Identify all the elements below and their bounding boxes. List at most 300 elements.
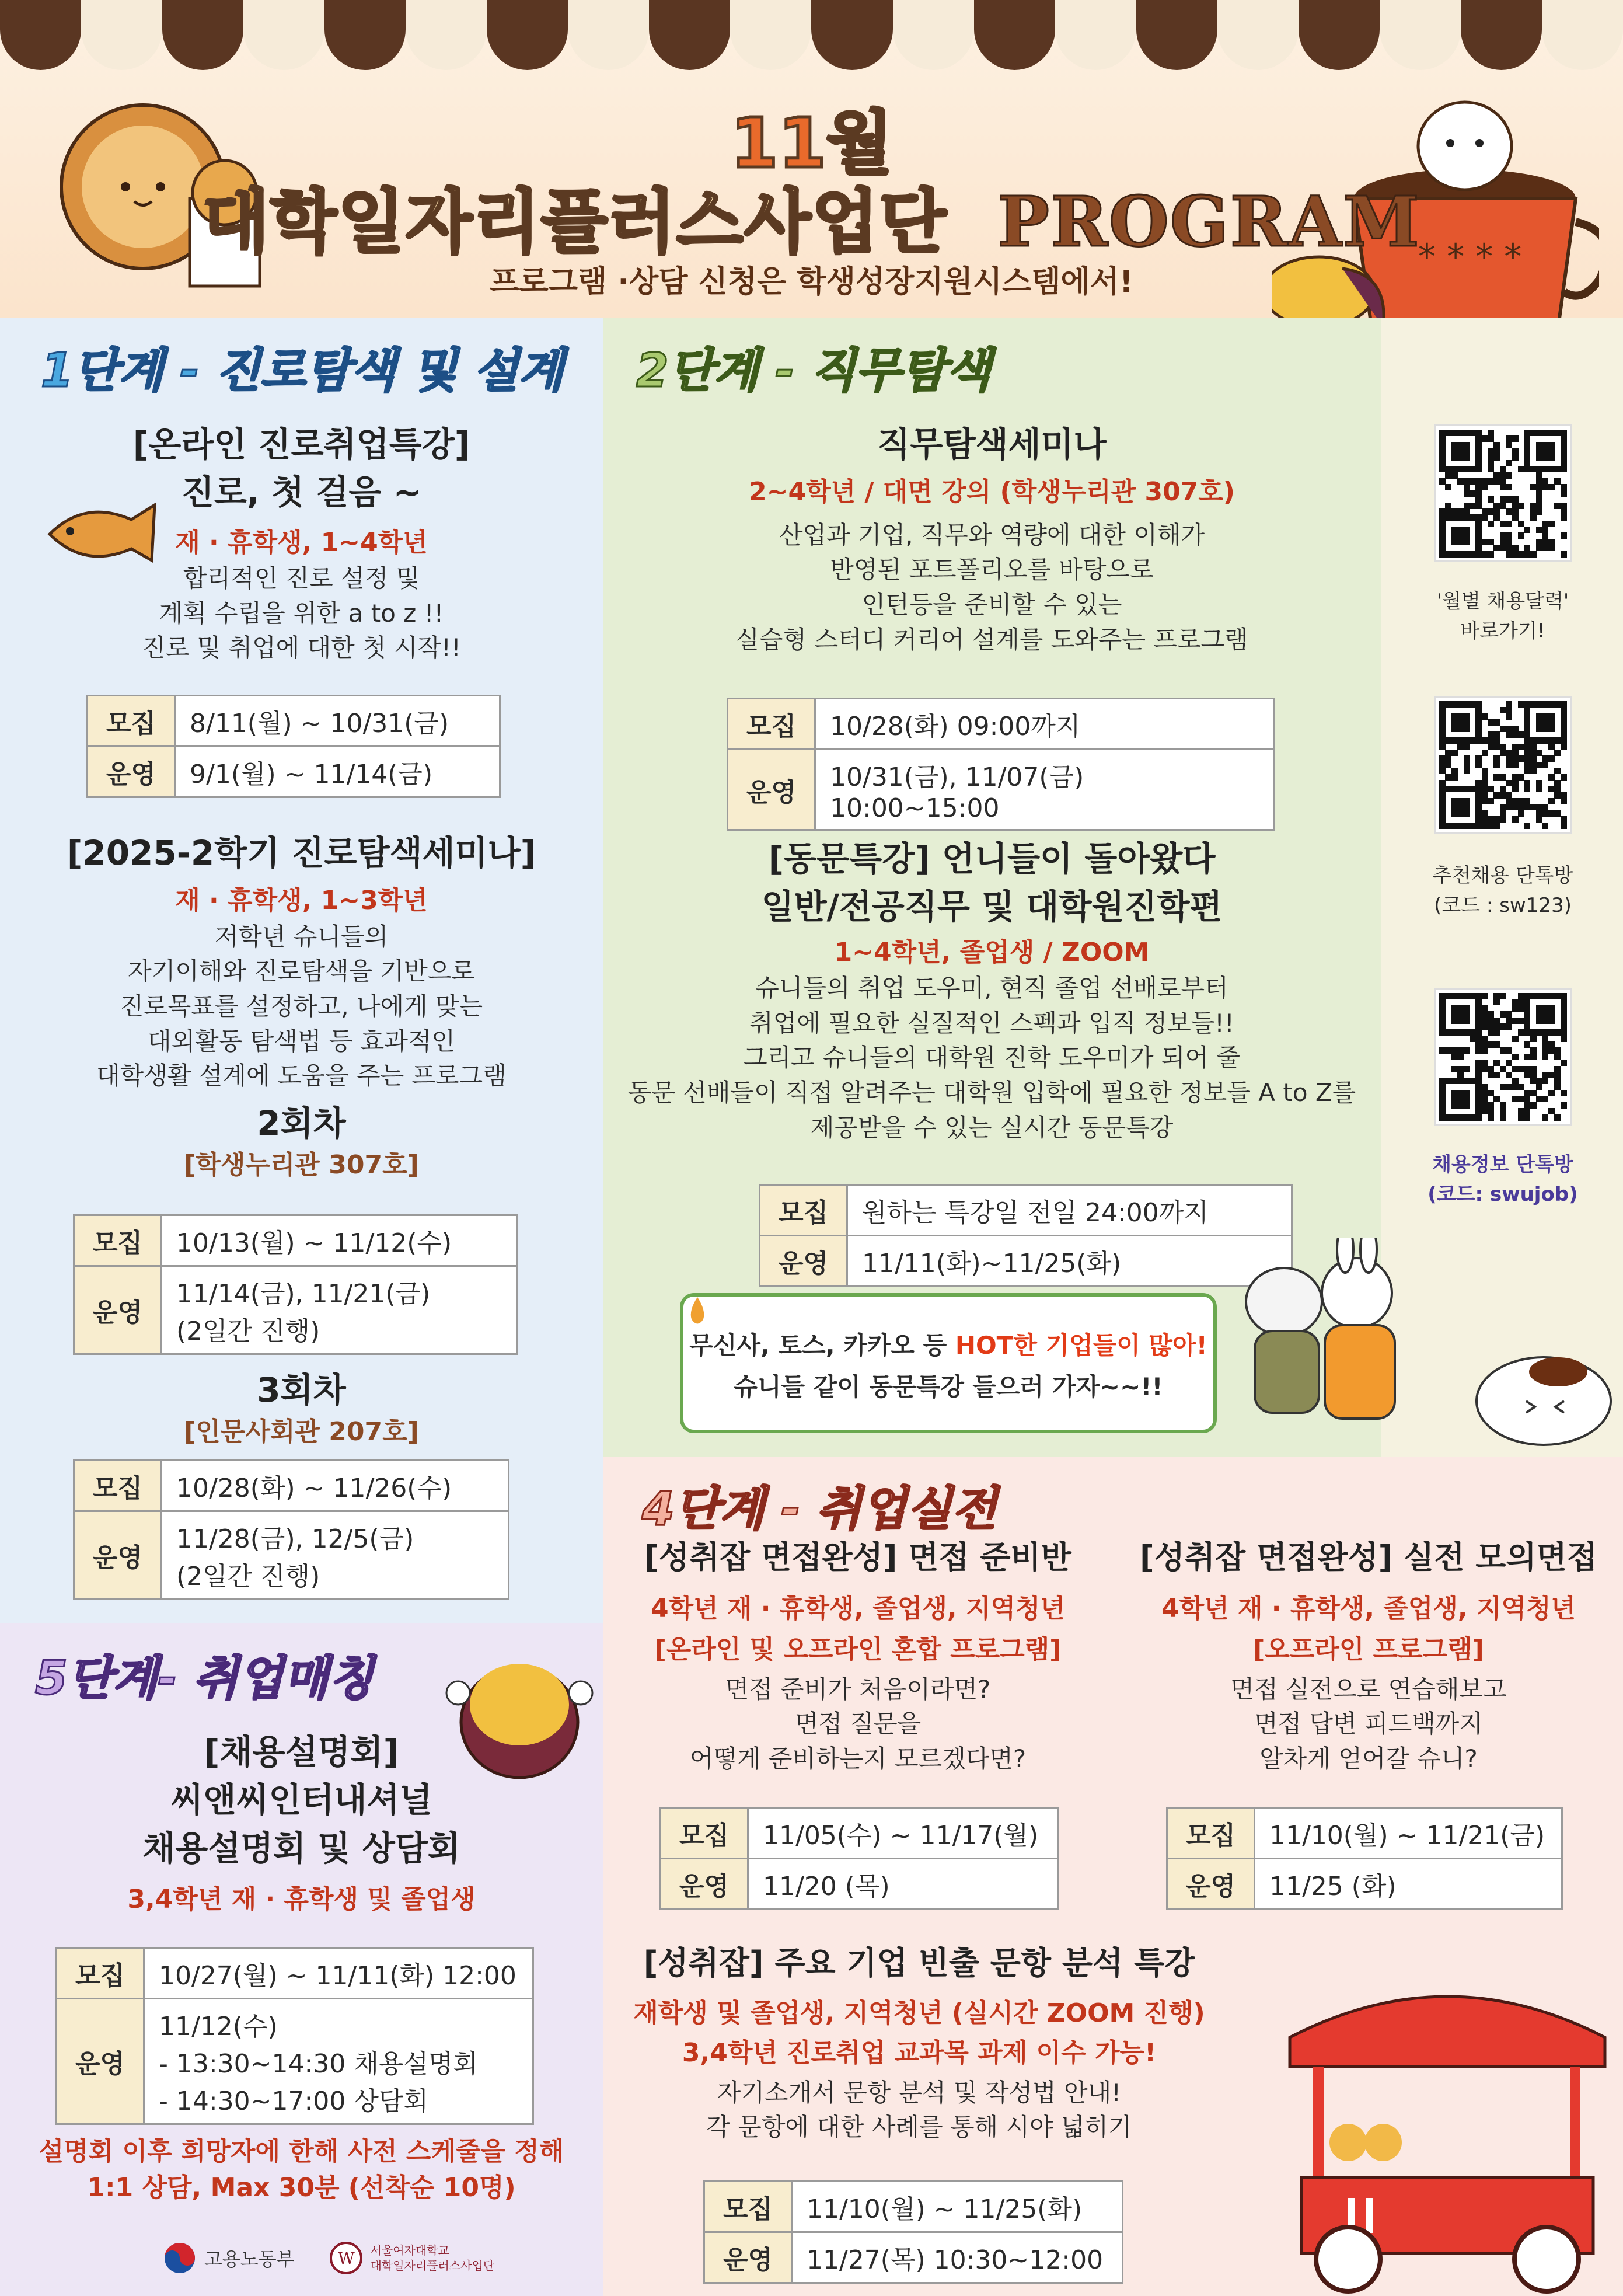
qr-module: [1542, 755, 1548, 762]
qr-module: [1457, 442, 1464, 448]
qr-module: [1506, 1084, 1512, 1090]
qr-module: [1464, 1102, 1470, 1109]
qr-module: [1482, 786, 1488, 792]
qr-module: [1518, 1084, 1524, 1090]
qr-module: [1493, 1029, 1500, 1036]
qr-module: [1475, 816, 1482, 823]
qr-module: [1488, 430, 1494, 436]
qr-module: [1470, 737, 1476, 744]
row-key: 모집: [728, 699, 815, 750]
qr-module: [1439, 999, 1446, 1005]
qr-module: [1554, 737, 1561, 744]
qr-module: [1464, 442, 1470, 448]
qr-module: [1451, 1005, 1458, 1012]
qr-module: [1548, 466, 1555, 472]
qr-module: [1451, 442, 1458, 448]
qr-module: [1488, 435, 1494, 442]
qr-module: [1451, 472, 1458, 479]
qr-module: [1512, 750, 1519, 756]
qr-module: [1518, 466, 1524, 472]
program-type: [오프라인 프로그램]: [1253, 1635, 1484, 1665]
qr-module: [1457, 1090, 1464, 1096]
main-title: [0, 166, 1623, 266]
qr-module: [1512, 508, 1519, 515]
qr-module: [1536, 816, 1542, 823]
qr-module: [1439, 798, 1446, 804]
qr-module: [1475, 786, 1482, 792]
table-row: [760, 1236, 1292, 1287]
qr-code-jobinfo-chat[interactable]: [1436, 990, 1570, 1124]
qr-module: [1536, 750, 1542, 756]
qr-caption-line: 바로가기!: [1460, 619, 1545, 643]
qr-module: [1561, 731, 1567, 738]
qr-module: [1530, 508, 1537, 515]
stage1-heading: 1단계 - 진로탐색 및 설계: [41, 343, 564, 398]
qr-module: [1445, 774, 1451, 781]
qr-module: [1464, 762, 1470, 768]
qr-module: [1475, 545, 1482, 551]
qr-module: [1488, 448, 1494, 454]
table-row: [88, 747, 500, 797]
qr-module: [1561, 448, 1567, 454]
qr-module: [1493, 999, 1500, 1005]
qr-module: [1482, 1011, 1488, 1018]
qr-module: [1475, 701, 1482, 708]
qr-module: [1561, 798, 1567, 804]
qr-module: [1554, 1072, 1561, 1078]
qr-module: [1439, 521, 1446, 527]
qr-module: [1500, 545, 1506, 551]
qr-module: [1500, 472, 1506, 479]
qr-module: [1493, 508, 1500, 515]
qr-module: [1524, 545, 1530, 551]
qr-module: [1464, 726, 1470, 732]
qr-module: [1512, 774, 1519, 781]
stage5-note: [0, 2134, 603, 2207]
qr-module: [1457, 508, 1464, 515]
qr-module: [1457, 1066, 1464, 1072]
qr-module: [1439, 993, 1446, 999]
qr-module: [1530, 430, 1537, 436]
qr-module: [1464, 532, 1470, 539]
qr-module: [1536, 442, 1542, 448]
qr-module: [1512, 1054, 1519, 1060]
qr-module: [1457, 798, 1464, 804]
qr-module: [1536, 466, 1542, 472]
qr-module: [1475, 1047, 1482, 1054]
qr-module: [1512, 503, 1519, 509]
qr-module: [1506, 713, 1512, 720]
row-key: 운영: [57, 1999, 144, 2124]
qr-module: [1482, 1096, 1488, 1102]
qr-module: [1488, 1041, 1494, 1048]
qr-module: [1445, 1029, 1451, 1036]
desc-line: 인턴등을 준비할 수 있는: [861, 590, 1122, 619]
title-korean: 대학일자리플러스사업단: [203, 182, 948, 262]
qr-module: [1445, 993, 1451, 999]
qr-module: [1554, 993, 1561, 999]
qr-module: [1542, 484, 1548, 490]
qr-module: [1445, 484, 1451, 490]
table-row: [1167, 1808, 1562, 1859]
qr-module: [1457, 514, 1464, 521]
qr-module: [1530, 993, 1537, 999]
qr-module: [1439, 737, 1446, 744]
qr-module: [1524, 719, 1530, 726]
qr-module: [1542, 532, 1548, 539]
stage5-heading: 5단계- 취업매칭: [35, 1651, 374, 1705]
desc-line: 알차게 얻어갈 슈니?: [1259, 1744, 1478, 1773]
qr-module: [1464, 798, 1470, 804]
qr-module: [1457, 1047, 1464, 1054]
university-name: 서울여자대학교: [370, 2243, 449, 2257]
qr-module: [1475, 484, 1482, 490]
qr-module: [1475, 503, 1482, 509]
qr-module: [1451, 701, 1458, 708]
qr-module: [1475, 435, 1482, 442]
qr-module: [1439, 1108, 1446, 1114]
qr-module: [1524, 804, 1530, 810]
round-label: 3회차: [257, 1370, 346, 1410]
program-title: [성취잡 면접완성] 실전 모의면접: [1140, 1539, 1597, 1576]
qr-module: [1457, 1029, 1464, 1036]
qr-module: [1475, 551, 1482, 558]
desc-line: 면접 답변 피드백까지: [1254, 1709, 1483, 1738]
stage4-program1-table: [659, 1807, 1059, 1910]
qr-module: [1464, 551, 1470, 558]
qr-module: [1439, 726, 1446, 732]
qr-module: [1548, 1072, 1555, 1078]
qr-module: [1530, 503, 1537, 509]
qr-module: [1536, 503, 1542, 509]
qr-module: [1493, 514, 1500, 521]
qr-module: [1554, 1066, 1561, 1072]
qr-module: [1530, 1072, 1537, 1078]
qr-module: [1464, 539, 1470, 545]
qr-module: [1470, 478, 1476, 485]
program-subtitle: 진로, 첫 걸음 ~: [181, 472, 422, 513]
qr-module: [1475, 1072, 1482, 1078]
qr-module: [1488, 1090, 1494, 1096]
qr-module: [1439, 823, 1446, 829]
qr-module: [1457, 1096, 1464, 1102]
qr-module: [1500, 750, 1506, 756]
qr-module: [1439, 780, 1446, 786]
round-place: [인문사회관 207호]: [184, 1417, 419, 1447]
qr-module: [1470, 430, 1476, 436]
qr-module: [1493, 731, 1500, 738]
qr-module: [1524, 1066, 1530, 1072]
table-row: [704, 2232, 1123, 2283]
qr-module: [1561, 816, 1567, 823]
qr-module: [1488, 478, 1494, 485]
qr-module: [1524, 460, 1530, 466]
qr-module: [1439, 514, 1446, 521]
qr-module: [1518, 810, 1524, 817]
row-key: 모집: [661, 1808, 748, 1859]
qr-module: [1439, 448, 1446, 454]
qr-module: [1482, 1047, 1488, 1054]
qr-module: [1524, 744, 1530, 750]
qr-module: [1561, 1102, 1567, 1109]
qr-module: [1524, 993, 1530, 999]
desc-line: 면접 질문을: [794, 1709, 922, 1738]
qr-module: [1464, 508, 1470, 515]
qr-module: [1554, 1114, 1561, 1121]
qr-module: [1493, 1072, 1500, 1078]
qr-module: [1542, 823, 1548, 829]
qr-module: [1542, 521, 1548, 527]
qr-caption: [1421, 1150, 1584, 1210]
row-value-line: (2일간 진행): [176, 1316, 320, 1346]
qr-module: [1506, 750, 1512, 756]
qr-module: [1524, 435, 1530, 442]
qr-module: [1512, 1078, 1519, 1084]
qr-module: [1475, 527, 1482, 533]
qr-module: [1439, 810, 1446, 817]
row-value-line: 11/12(수): [159, 2012, 278, 2041]
qr-module: [1561, 442, 1567, 448]
qr-module: [1536, 430, 1542, 436]
qr-module: [1530, 762, 1537, 768]
row-key: 모집: [704, 2182, 792, 2232]
stage5-table: [55, 1947, 534, 2125]
svg-text:W: W: [337, 2249, 355, 2268]
row-key: 운영: [760, 1236, 847, 1287]
qr-caption-line: 추천채용 단톡방: [1432, 864, 1573, 887]
qr-module: [1475, 1023, 1482, 1030]
table-row: [88, 696, 500, 747]
cat-rabbit-mascot-illustration: [1231, 1238, 1418, 1448]
qr-module: [1493, 1018, 1500, 1024]
qr-module: [1439, 1047, 1446, 1054]
qr-module: [1493, 442, 1500, 448]
desc-line: 각 문항에 대한 사례를 통해 시야 넓히기: [706, 2113, 1132, 2142]
qr-module: [1524, 1102, 1530, 1109]
qr-module: [1524, 726, 1530, 732]
qr-module: [1542, 1036, 1548, 1042]
qr-module: [1536, 1029, 1542, 1036]
qr-module: [1482, 1060, 1488, 1066]
qr-module: [1524, 1023, 1530, 1030]
qr-module: [1451, 1054, 1458, 1060]
qr-module: [1561, 1011, 1567, 1018]
qr-module: [1475, 1029, 1482, 1036]
qr-module: [1488, 1023, 1494, 1030]
qr-module: [1445, 472, 1451, 479]
qr-module: [1561, 460, 1567, 466]
qr-module: [1512, 731, 1519, 738]
qr-module: [1482, 551, 1488, 558]
row-value: 10/28(화) 09:00까지: [815, 699, 1275, 750]
qr-module: [1500, 774, 1506, 781]
qr-module: [1561, 774, 1567, 781]
stage4-heading: 4단계 - 취업실전: [642, 1482, 997, 1536]
qr-module: [1530, 1036, 1537, 1042]
stage4-program1: [630, 1535, 1086, 1776]
qr-module: [1512, 1066, 1519, 1072]
qr-module: [1524, 442, 1530, 448]
qr-module: [1548, 726, 1555, 732]
qr-module: [1488, 460, 1494, 466]
qr-module: [1464, 810, 1470, 817]
qr-module: [1464, 1096, 1470, 1102]
qr-module: [1512, 545, 1519, 551]
taegeuk-icon: [163, 2242, 196, 2274]
qr-module: [1482, 1036, 1488, 1042]
row-value: 11/05(수) ~ 11/17(월): [748, 1808, 1059, 1859]
qr-module: [1506, 472, 1512, 479]
qr-module: [1457, 478, 1464, 485]
qr-module: [1457, 551, 1464, 558]
qr-module: [1451, 508, 1458, 515]
qr-module: [1530, 484, 1537, 490]
qr-module: [1506, 731, 1512, 738]
qr-module: [1445, 750, 1451, 756]
qr-module: [1518, 503, 1524, 509]
qr-module: [1500, 466, 1506, 472]
qr-module: [1457, 527, 1464, 533]
qr-module: [1542, 737, 1548, 744]
qr-module: [1445, 737, 1451, 744]
qr-module: [1451, 786, 1458, 792]
desc-line: 계획 수립을 위한 a to z !!: [159, 598, 444, 628]
qr-module: [1439, 1078, 1446, 1084]
desc-line: 제공받을 수 있는 실시간 동문특강: [810, 1113, 1174, 1142]
qr-module: [1451, 774, 1458, 781]
qr-module: [1554, 792, 1561, 799]
qr-module: [1506, 508, 1512, 515]
row-key: 운영: [74, 1511, 162, 1600]
program-title: [2025-2학기 진로탐색세미나]: [67, 833, 536, 873]
qr-module: [1524, 737, 1530, 744]
qr-module: [1524, 1054, 1530, 1060]
row-value: 11/27(목) 10:30~12:00: [792, 2232, 1123, 2283]
stage2-heading: 2단계 - 직무탐색: [636, 343, 992, 398]
qr-module: [1470, 1029, 1476, 1036]
qr-module: [1475, 496, 1482, 503]
qr-module: [1488, 521, 1494, 527]
desc-line: 산업과 기업, 직무와 역량에 대한 이해가: [779, 520, 1205, 549]
qr-module: [1439, 508, 1446, 515]
program-title: [채용설명회]: [204, 1732, 399, 1772]
qr-module: [1542, 448, 1548, 454]
qr-module: [1482, 1041, 1488, 1048]
qr-module: [1506, 780, 1512, 786]
row-value: 11/10(월) ~ 11/21(금): [1255, 1808, 1562, 1859]
stage2-program2-table: [759, 1184, 1293, 1287]
qr-module: [1548, 774, 1555, 781]
qr-code-recommend-chat[interactable]: [1436, 698, 1570, 832]
qr-module: [1439, 435, 1446, 442]
qr-module: [1457, 539, 1464, 545]
qr-module: [1464, 478, 1470, 485]
qr-module: [1493, 737, 1500, 744]
qr-module: [1493, 1060, 1500, 1066]
qr-module: [1506, 1047, 1512, 1054]
qr-module: [1536, 1096, 1542, 1102]
title-program: PROGRAM: [997, 181, 1420, 262]
qr-module: [1451, 726, 1458, 732]
qr-module: [1506, 551, 1512, 558]
qr-module: [1561, 514, 1567, 521]
qr-module: [1439, 744, 1446, 750]
qr-module: [1439, 539, 1446, 545]
qr-module: [1451, 750, 1458, 756]
qr-module: [1500, 503, 1506, 509]
qr-module: [1561, 744, 1567, 750]
qr-module: [1536, 713, 1542, 720]
row-value: [162, 1266, 518, 1354]
qr-module: [1493, 774, 1500, 781]
swu-emblem-icon: [330, 2242, 362, 2274]
qr-module: [1500, 1023, 1506, 1030]
qr-module: [1475, 1036, 1482, 1042]
qr-module: [1475, 448, 1482, 454]
table-row: [57, 1999, 533, 2124]
qr-module: [1524, 731, 1530, 738]
qr-module: [1488, 496, 1494, 503]
qr-module: [1536, 1078, 1542, 1084]
qr-module: [1518, 1005, 1524, 1012]
qr-module: [1439, 478, 1446, 485]
row-key: 운영: [661, 1859, 748, 1910]
note-line: 1:1 상담, Max 30분 (선착순 10명): [87, 2173, 516, 2203]
qr-module: [1457, 744, 1464, 750]
qr-module: [1493, 993, 1500, 999]
qr-code-calendar[interactable]: [1436, 426, 1570, 560]
qr-module: [1457, 1078, 1464, 1084]
qr-module: [1524, 1090, 1530, 1096]
program-target: 재학생 및 졸업생, 지역청년 (실시간 ZOOM 진행): [633, 1998, 1205, 2028]
qr-module: [1561, 701, 1567, 708]
qr-module: [1475, 1078, 1482, 1084]
qr-module: [1512, 454, 1519, 461]
qr-module: [1439, 768, 1446, 774]
qr-module: [1554, 503, 1561, 509]
qr-module: [1457, 430, 1464, 436]
qr-module: [1475, 430, 1482, 436]
qr-module: [1536, 472, 1542, 479]
qr-module: [1512, 726, 1519, 732]
qr-module: [1488, 551, 1494, 558]
qr-module: [1500, 1084, 1506, 1090]
qr-module: [1457, 804, 1464, 810]
table-row: [728, 750, 1275, 830]
qr-module: [1512, 448, 1519, 454]
bubble-line: [683, 1325, 1213, 1366]
qr-module: [1524, 551, 1530, 558]
qr-module: [1548, 1047, 1555, 1054]
qr-module: [1518, 774, 1524, 781]
desc-line: 그리고 슈니들의 대학원 진학 도우미가 되어 줄: [744, 1043, 1240, 1072]
round-place: [학생누리관 307호]: [184, 1150, 419, 1180]
qr-module: [1548, 1029, 1555, 1036]
qr-module: [1536, 737, 1542, 744]
qr-module: [1518, 993, 1524, 999]
row-value: 원하는 특강일 전일 24:00까지: [847, 1185, 1292, 1236]
note-line: 설명회 이후 희망자에 한해 사전 스케줄을 정해: [39, 2137, 564, 2166]
program-subtitle: 채용설명회 및 상담회: [142, 1828, 460, 1868]
desc-line: 반영된 포트폴리오를 바탕으로: [830, 555, 1154, 584]
qr-module: [1542, 454, 1548, 461]
qr-module: [1464, 490, 1470, 497]
qr-module: [1524, 798, 1530, 804]
qr-module: [1512, 435, 1519, 442]
qr-module: [1470, 1078, 1476, 1084]
qr-module: [1561, 713, 1567, 720]
qr-module: [1451, 737, 1458, 744]
